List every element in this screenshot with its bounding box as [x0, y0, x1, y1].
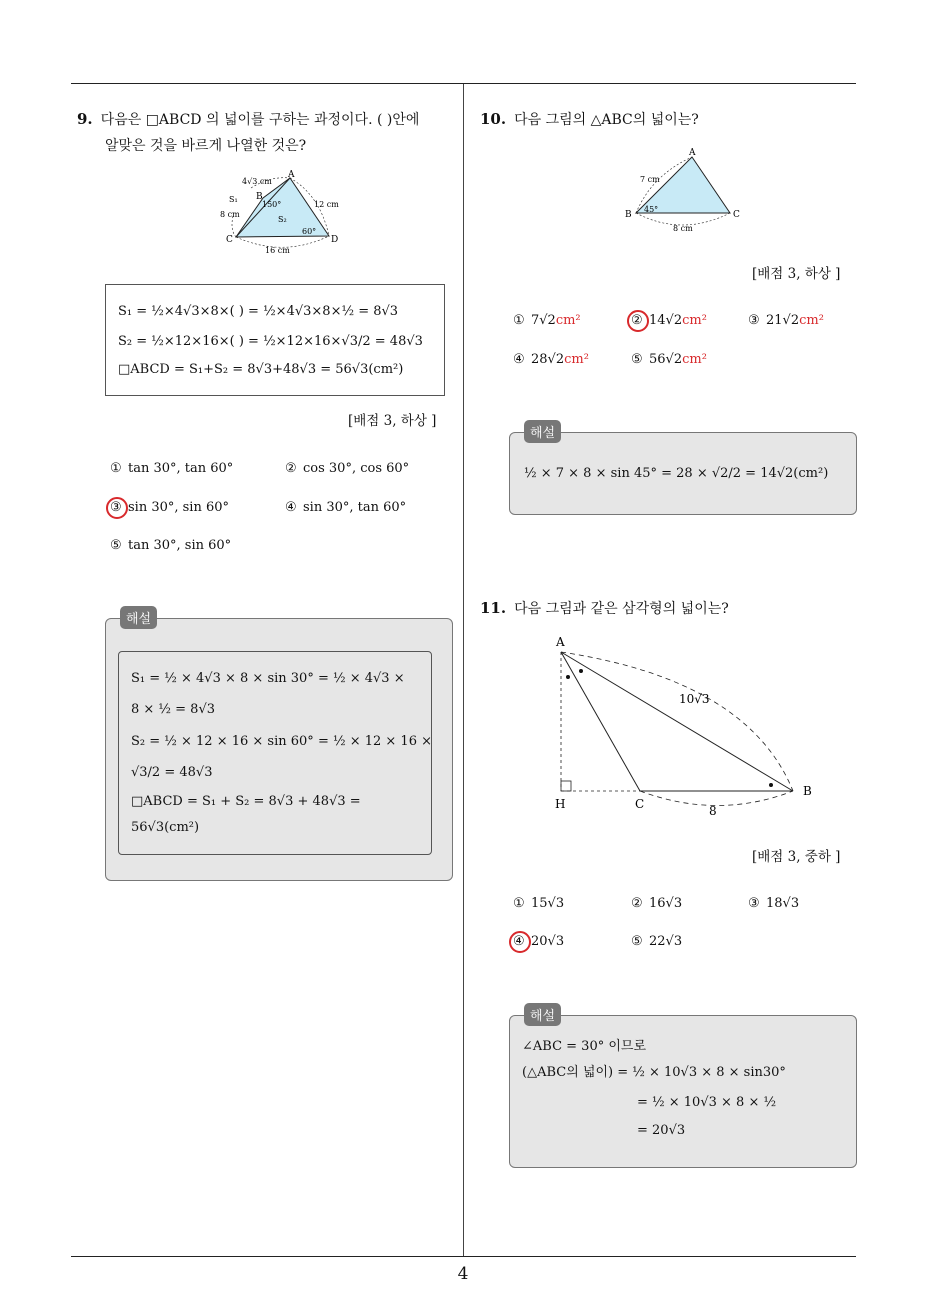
q11-question [480, 595, 729, 622]
q9-option-1-mark: ① [110, 461, 122, 476]
q9-question [77, 106, 457, 159]
q11-option-3-text: 18√3 [766, 896, 800, 911]
q10-option-5-mark: ⑤ [631, 352, 643, 367]
q10-option-5-text: 56√2 [649, 352, 683, 367]
q11-solution-line3: = ½ × 10√3 × 8 × ½ [637, 1095, 777, 1110]
q10-option-3-text: 21√2 [766, 313, 800, 328]
q10-figure [622, 145, 746, 235]
q11-option-1-mark: ① [513, 896, 525, 911]
q9-solution-line1: S₁ = ½ × 4√3 × 8 × sin 30° = ½ × 4√3 × [131, 671, 405, 686]
q11-text: 다음 그림과 같은 삼각형의 넓이는? [514, 601, 729, 617]
q10-label-BC: 8 cm [673, 224, 693, 233]
q10-option-1-mark: ① [513, 313, 525, 328]
q9-label-A: A [288, 170, 295, 180]
q9-option-4-text: sin 30°, tan 60° [303, 500, 407, 515]
q11-number: 11. [480, 599, 507, 617]
q9-label-AB: 4√3 cm [242, 177, 272, 186]
q10-option-4-unit: cm² [564, 352, 589, 367]
q11-option-4-text: 20√3 [531, 934, 565, 949]
q11-label-CB: 8 [709, 804, 717, 818]
q11-option-3[interactable] [748, 896, 799, 911]
q10-score: [배점 3, 하상 ] [752, 266, 841, 282]
q10-label-AB: 7 cm [640, 175, 660, 184]
q9-solution-inner [118, 651, 432, 855]
q9-option-2-text: cos 30°, cos 60° [303, 461, 410, 476]
q10-answer-circle [627, 310, 649, 332]
q9-solution-line6: 56√3(cm²) [131, 820, 200, 835]
q11-label-H: H [555, 797, 566, 811]
q9-option-1[interactable] [110, 461, 233, 476]
q9-option-1-text: tan 30°, tan 60° [128, 461, 234, 476]
q11-solution-panel [509, 1009, 857, 1168]
q9-option-5-text: tan 30°, sin 60° [128, 538, 232, 553]
q10-solution-panel [509, 426, 857, 515]
q11-label-AB: 10√3 [679, 692, 710, 706]
q10-option-2-text: 14√2 [649, 313, 683, 328]
q9-option-4[interactable] [285, 500, 406, 515]
q9-option-5-mark: ⑤ [110, 538, 122, 553]
q11-solution-line2: (△ABC의 넓이) = ½ × 10√3 × 8 × sin30° [522, 1065, 786, 1080]
q10-option-2-unit: cm² [682, 313, 707, 328]
q9-label-angle-D: 60° [302, 227, 317, 236]
q11-option-3-mark: ③ [748, 896, 760, 911]
q9-text-line2: 알맞은 것을 바르게 나열한 것은? [105, 138, 307, 154]
q11-option-1[interactable] [513, 896, 564, 911]
q9-option-3-mark: ③ [110, 500, 122, 515]
q9-figure [215, 170, 350, 260]
q9-box-line3: □ABCD = S₁+S₂ = 8√3+48√3 = 56√3(cm²) [118, 362, 404, 377]
q9-label-CD: 16 cm [265, 246, 290, 255]
page-number: 4 [457, 1264, 469, 1284]
q11-option-5-text: 22√3 [649, 934, 683, 949]
q10-option-4-text: 28√2 [531, 352, 565, 367]
q11-score: [배점 3, 중하 ] [752, 849, 841, 865]
q11-option-2-text: 16√3 [649, 896, 683, 911]
q10-number: 10. [480, 110, 507, 128]
q9-option-2[interactable] [285, 461, 409, 476]
q11-solution-line4: = 20√3 [637, 1123, 686, 1138]
q10-solution-line: ½ × 7 × 8 × sin 45° = 28 × √2/2 = 14√2(cm²) [524, 466, 829, 481]
q10-label-A: A [689, 148, 696, 158]
q9-label-angle-B: 150° [262, 200, 282, 209]
q11-label-C: C [635, 797, 645, 811]
q9-solution-line4: √3/2 = 48√3 [131, 765, 213, 780]
q9-solution-panel [105, 612, 453, 881]
q11-label-B: B [803, 784, 812, 798]
q9-label-S2: S₂ [278, 215, 287, 224]
q11-solution-tag: 해설 [524, 1003, 561, 1026]
q9-label-BC: 8 cm [220, 210, 240, 219]
q9-label-B: B [256, 192, 263, 202]
q9-solution-line2: 8 × ½ = 8√3 [131, 702, 216, 717]
q10-option-4[interactable] [513, 352, 589, 367]
q11-option-2[interactable] [631, 896, 682, 911]
q11-option-5-mark: ⑤ [631, 934, 643, 949]
q9-solution-tag: 해설 [120, 606, 157, 629]
q10-option-5-unit: cm² [682, 352, 707, 367]
q9-option-5[interactable] [110, 538, 231, 553]
q10-solution-tag: 해설 [524, 420, 561, 443]
q10-question [480, 106, 699, 133]
q11-solution-line1: ∠ABC = 30° 이므로 [522, 1039, 647, 1054]
q10-option-3-mark: ③ [748, 313, 760, 328]
q9-label-AD: 12 cm [314, 200, 339, 209]
q10-option-3-unit: cm² [799, 313, 824, 328]
q9-label-D: D [331, 235, 339, 245]
q10-option-4-mark: ④ [513, 352, 525, 367]
column-divider [463, 84, 464, 1256]
q11-option-5[interactable] [631, 934, 682, 949]
q9-solution-line5: □ABCD = S₁ + S₂ = 8√3 + 48√3 = [131, 794, 361, 809]
q10-option-2-mark: ② [631, 313, 643, 328]
q9-text-line1: 다음은 □ABCD 의 넓이를 구하는 과정이다. ( )안에 [100, 112, 420, 128]
q10-label-B: B [625, 210, 632, 220]
bottom-rule [71, 1256, 856, 1257]
q9-option-4-mark: ④ [285, 500, 297, 515]
q10-label-angle-B: 45° [644, 205, 659, 214]
q11-answer-circle [509, 931, 531, 953]
q9-box-line2: S₂ = ½×12×16×( ) = ½×12×16×√3/2 = 48√3 [118, 334, 423, 349]
q10-option-1-unit: cm² [555, 313, 581, 328]
q10-option-1[interactable] [513, 313, 581, 328]
q9-solution-line3: S₂ = ½ × 12 × 16 × sin 60° = ½ × 12 × 16 × [131, 734, 432, 749]
q9-box-line1: S₁ = ½×4√3×8×( ) = ½×4√3×8×½ = 8√3 [118, 304, 399, 319]
q10-option-1-text: 7√2 [531, 313, 556, 328]
q11-option-1-text: 15√3 [531, 896, 565, 911]
q10-text: 다음 그림의 △ABC의 넓이는? [514, 112, 699, 128]
q9-option-2-mark: ② [285, 461, 297, 476]
q10-option-3[interactable] [748, 313, 824, 328]
q11-label-A: A [556, 635, 565, 649]
q11-figure [548, 630, 823, 820]
q9-number: 9. [77, 110, 93, 128]
q11-option-2-mark: ② [631, 896, 643, 911]
q10-option-5[interactable] [631, 352, 707, 367]
q9-label-S1: S₁ [229, 195, 238, 204]
q9-option-3-text: sin 30°, sin 60° [128, 500, 230, 515]
q10-label-C: C [733, 210, 740, 220]
q9-label-C: C [226, 235, 233, 245]
q9-score: [배점 3, 하상 ] [348, 413, 437, 429]
q11-option-4-mark: ④ [513, 934, 525, 949]
q9-answer-circle [106, 497, 128, 519]
q9-process-box [105, 284, 445, 396]
